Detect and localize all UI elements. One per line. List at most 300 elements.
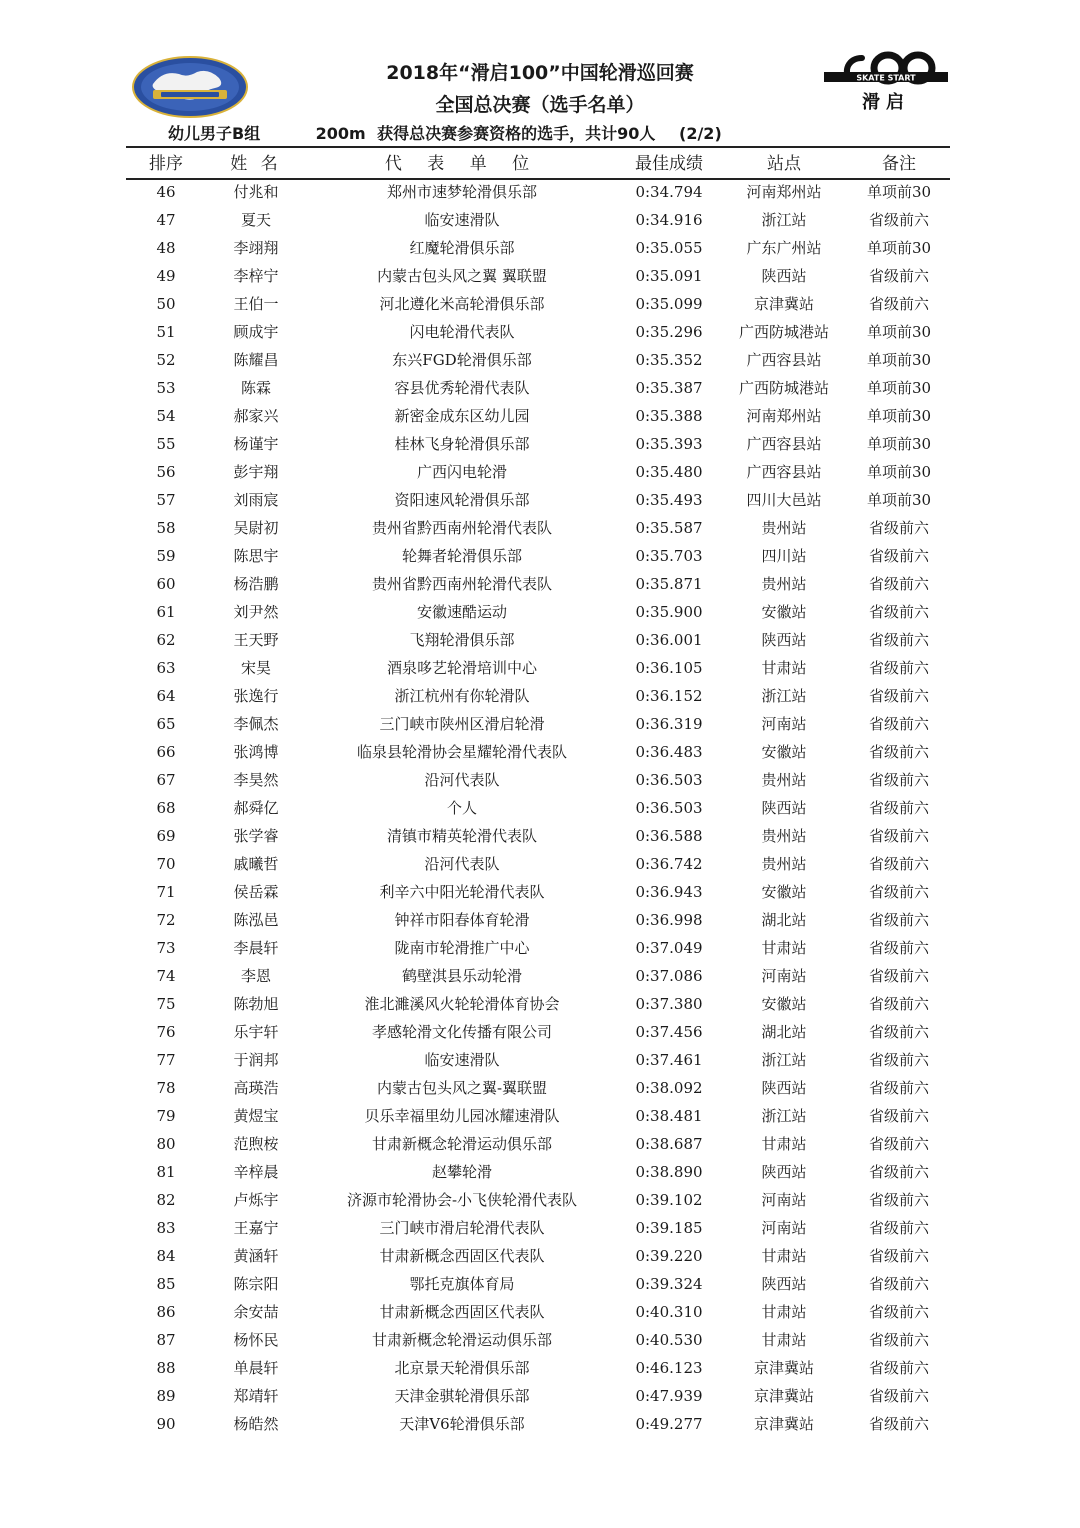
cell-time: 0:37.049 (635, 939, 703, 957)
cell-team: 闪电轮滑代表队 (409, 323, 515, 341)
cell-rank: 66 (156, 743, 176, 761)
cell-time: 0:35.352 (635, 351, 703, 369)
cell-note: 省级前六 (868, 827, 929, 845)
results-table-body (126, 178, 950, 1438)
cell-station: 浙江站 (761, 1051, 807, 1069)
cell-time: 0:46.123 (635, 1359, 703, 1377)
cell-rank: 87 (156, 1331, 176, 1349)
cell-note: 省级前六 (868, 1331, 929, 1349)
header-note: 备注 (882, 154, 916, 174)
cell-note: 单项前30 (866, 351, 932, 369)
cell-team: 钟祥市阳春体育轮滑 (394, 911, 530, 929)
cell-station: 陕西站 (761, 1275, 807, 1293)
table-row (126, 990, 950, 1018)
cell-time: 0:36.742 (635, 855, 703, 873)
cell-rank: 53 (156, 379, 176, 397)
cell-rank: 55 (156, 435, 176, 453)
cell-team: 酒泉哆艺轮滑培训中心 (386, 659, 537, 677)
page-indicator: (2/2) (679, 124, 722, 143)
cell-time: 0:49.277 (635, 1415, 703, 1433)
cell-time: 0:34.916 (635, 211, 703, 229)
cell-rank: 78 (156, 1079, 176, 1097)
cell-rank: 48 (156, 239, 176, 257)
cell-note: 省级前六 (868, 799, 929, 817)
table-row (126, 1298, 950, 1326)
cell-name: 陈耀昌 (233, 351, 279, 369)
cell-name: 李晨轩 (233, 939, 279, 957)
cell-name: 余安喆 (233, 1303, 279, 1321)
cell-time: 0:35.587 (635, 519, 703, 537)
cell-time: 0:37.456 (635, 1023, 703, 1041)
cell-team: 陇南市轮滑推广中心 (394, 939, 530, 957)
cell-rank: 57 (156, 491, 176, 509)
table-row (126, 1102, 950, 1130)
cell-name: 郝舜亿 (233, 799, 279, 817)
cell-note: 省级前六 (868, 715, 929, 733)
table-row (126, 1270, 950, 1298)
table-row (126, 878, 950, 906)
cell-name: 陈泓邑 (233, 911, 279, 929)
cell-time: 0:35.091 (635, 267, 703, 285)
cell-station: 浙江站 (761, 211, 807, 229)
cell-station: 京津冀站 (753, 1359, 814, 1377)
table-row (126, 710, 950, 738)
cell-time: 0:35.055 (635, 239, 703, 257)
cell-team: 沿河代表队 (424, 771, 500, 789)
cell-time: 0:35.387 (635, 379, 703, 397)
cell-note: 省级前六 (868, 603, 929, 621)
table-row (126, 626, 950, 654)
cell-note: 省级前六 (868, 575, 929, 593)
cell-rank: 54 (156, 407, 176, 425)
cell-station: 贵州站 (761, 575, 807, 593)
table-row (126, 374, 950, 402)
cell-time: 0:38.092 (635, 1079, 703, 1097)
cell-rank: 46 (156, 183, 176, 201)
cell-team: 天津V6轮滑俱乐部 (399, 1415, 525, 1433)
cell-note: 省级前六 (868, 1275, 929, 1293)
cell-time: 0:38.687 (635, 1135, 703, 1153)
cell-station: 安徽站 (761, 883, 807, 901)
cell-time: 0:35.703 (635, 547, 703, 565)
cell-station: 广西容县站 (746, 435, 822, 453)
cell-note: 省级前六 (868, 1387, 929, 1405)
cell-time: 0:36.943 (635, 883, 703, 901)
cell-name: 张鸿博 (233, 743, 279, 761)
table-row (126, 1214, 950, 1242)
cell-time: 0:36.001 (635, 631, 703, 649)
cell-note: 省级前六 (868, 295, 929, 313)
table-row (126, 822, 950, 850)
cell-rank: 70 (156, 855, 176, 873)
cell-station: 甘肃站 (761, 1247, 807, 1265)
cell-station: 河南站 (761, 1219, 807, 1237)
cell-time: 0:36.503 (635, 799, 703, 817)
cell-name: 陈宗阳 (233, 1275, 279, 1293)
cell-station: 陕西站 (761, 1163, 807, 1181)
table-row (126, 206, 950, 234)
cell-team: 桂林飞身轮滑俱乐部 (394, 435, 530, 453)
table-row (126, 262, 950, 290)
cell-note: 省级前六 (868, 743, 929, 761)
cell-team: 广西闪电轮滑 (416, 463, 507, 481)
cell-station: 湖北站 (761, 911, 807, 929)
cell-time: 0:35.871 (635, 575, 703, 593)
cell-team: 甘肃新概念轮滑运动俱乐部 (371, 1135, 552, 1153)
cell-time: 0:36.503 (635, 771, 703, 789)
cell-station: 陕西站 (761, 1079, 807, 1097)
cell-station: 河南站 (761, 715, 807, 733)
table-row (126, 290, 950, 318)
table-row (126, 850, 950, 878)
cell-team: 贵州省黔西南州轮滑代表队 (371, 519, 552, 537)
cell-time: 0:34.794 (635, 183, 703, 201)
header-station: 站点 (767, 154, 801, 174)
cell-note: 省级前六 (868, 1107, 929, 1125)
cell-note: 省级前六 (868, 939, 929, 957)
cell-station: 贵州站 (761, 771, 807, 789)
cell-note: 单项前30 (866, 491, 932, 509)
cell-name: 高瑛浩 (233, 1079, 279, 1097)
table-row (126, 234, 950, 262)
cell-time: 0:35.296 (635, 323, 703, 341)
cell-station: 甘肃站 (761, 1331, 807, 1349)
cell-rank: 69 (156, 827, 176, 845)
cell-note: 省级前六 (868, 855, 929, 873)
cell-name: 付兆和 (233, 183, 279, 201)
cell-rank: 71 (156, 883, 176, 901)
table-row (126, 1354, 950, 1382)
cell-team: 三门峡市陕州区滑启轮滑 (379, 715, 545, 733)
cell-station: 甘肃站 (761, 1135, 807, 1153)
cell-name: 郑靖轩 (233, 1387, 279, 1405)
table-row (126, 1326, 950, 1354)
cell-time: 0:38.481 (635, 1107, 703, 1125)
cell-name: 单晨轩 (233, 1359, 279, 1377)
cell-station: 京津冀站 (753, 1387, 814, 1405)
cell-rank: 74 (156, 967, 176, 985)
table-row (126, 178, 950, 206)
cell-time: 0:40.310 (635, 1303, 703, 1321)
cell-team: 个人 (446, 799, 477, 817)
cell-note: 省级前六 (868, 995, 929, 1013)
cell-rank: 56 (156, 463, 176, 481)
cell-team: 甘肃新概念西固区代表队 (379, 1303, 545, 1321)
header-team: 代 表 单 位 (384, 154, 540, 174)
cell-team: 济源市轮滑协会-小飞侠轮滑代表队 (346, 1191, 578, 1209)
cell-team: 轮舞者轮滑俱乐部 (401, 547, 522, 565)
cell-time: 0:39.324 (635, 1275, 703, 1293)
cell-team: 鄂托克旗体育局 (409, 1275, 515, 1293)
cell-team: 甘肃新概念轮滑运动俱乐部 (371, 1331, 552, 1349)
cell-team: 清镇市精英轮滑代表队 (386, 827, 537, 845)
table-row (126, 654, 950, 682)
cell-rank: 88 (156, 1359, 176, 1377)
cell-team: 临安速滑队 (424, 1051, 500, 1069)
cell-time: 0:35.388 (635, 407, 703, 425)
cell-note: 省级前六 (868, 267, 929, 285)
cell-rank: 67 (156, 771, 176, 789)
cell-team: 河北遵化米高轮滑俱乐部 (379, 295, 545, 313)
cell-note: 省级前六 (868, 1135, 929, 1153)
table-row (126, 1242, 950, 1270)
table-row (126, 1410, 950, 1438)
cell-time: 0:36.588 (635, 827, 703, 845)
cell-station: 广西容县站 (746, 463, 822, 481)
cell-time: 0:37.380 (635, 995, 703, 1013)
cell-team: 贝乐幸福里幼儿园冰耀速滑队 (364, 1107, 560, 1125)
cell-name: 彭宇翔 (233, 463, 279, 481)
cell-name: 郝家兴 (233, 407, 279, 425)
page-subtitle: 全国总决赛（选手名单） (435, 94, 645, 116)
cell-note: 省级前六 (868, 1051, 929, 1069)
table-row (126, 1018, 950, 1046)
cell-rank: 49 (156, 267, 176, 285)
cell-note: 省级前六 (868, 659, 929, 677)
cell-name: 卢烁宇 (233, 1191, 279, 1209)
header-time: 最佳成绩 (635, 154, 703, 174)
cell-time: 0:39.220 (635, 1247, 703, 1265)
table-row (126, 486, 950, 514)
cell-rank: 85 (156, 1275, 176, 1293)
cell-name: 陈思宇 (233, 547, 279, 565)
cell-name: 李梓宁 (233, 267, 279, 285)
table-row (126, 738, 950, 766)
cell-station: 四川大邑站 (746, 491, 822, 509)
cell-team: 鹤壁淇县乐动轮滑 (401, 967, 522, 985)
cell-team: 资阳速风轮滑俱乐部 (394, 491, 530, 509)
cell-note: 单项前30 (866, 379, 932, 397)
cell-note: 省级前六 (868, 1219, 929, 1237)
cell-name: 李翊翔 (233, 239, 279, 257)
cell-name: 黄煜宝 (233, 1107, 279, 1125)
cell-rank: 47 (156, 211, 176, 229)
cell-team: 天津金骐轮滑俱乐部 (394, 1387, 530, 1405)
header-name: 姓 名 (230, 154, 282, 174)
cell-time: 0:35.900 (635, 603, 703, 621)
cell-note: 省级前六 (868, 1415, 929, 1433)
cell-station: 安徽站 (761, 603, 807, 621)
cell-name: 顾成宇 (233, 323, 279, 341)
cell-rank: 90 (156, 1415, 176, 1433)
cell-note: 单项前30 (866, 323, 932, 341)
table-row (126, 906, 950, 934)
cell-name: 李昊然 (233, 771, 279, 789)
cell-time: 0:37.461 (635, 1051, 703, 1069)
cell-team: 东兴FGD轮滑俱乐部 (392, 351, 532, 369)
table-row (126, 682, 950, 710)
cell-note: 省级前六 (868, 519, 929, 537)
cell-station: 湖北站 (761, 1023, 807, 1041)
cell-team: 容县优秀轮滑代表队 (394, 379, 530, 397)
cell-rank: 60 (156, 575, 176, 593)
cell-station: 安徽站 (761, 743, 807, 761)
table-row (126, 1186, 950, 1214)
cell-rank: 77 (156, 1051, 176, 1069)
table-row (126, 402, 950, 430)
cell-station: 安徽站 (761, 995, 807, 1013)
cell-rank: 63 (156, 659, 176, 677)
cell-station: 陕西站 (761, 799, 807, 817)
cell-team: 临泉县轮滑协会星耀轮滑代表队 (356, 743, 567, 761)
cell-rank: 64 (156, 687, 176, 705)
cell-team: 红魔轮滑俱乐部 (409, 239, 515, 257)
cell-name: 侯岳霖 (233, 883, 279, 901)
cell-station: 河南站 (761, 967, 807, 985)
cell-rank: 75 (156, 995, 176, 1013)
cell-name: 张学睿 (233, 827, 279, 845)
cell-name: 于润邦 (233, 1051, 279, 1069)
cell-time: 0:36.998 (635, 911, 703, 929)
cell-team: 沿河代表队 (424, 855, 500, 873)
cell-station: 陕西站 (761, 267, 807, 285)
cell-note: 单项前30 (866, 407, 932, 425)
group-info (168, 121, 722, 144)
group-label: 幼儿男子B组 (168, 124, 261, 143)
cell-rank: 86 (156, 1303, 176, 1321)
cell-note: 单项前30 (866, 463, 932, 481)
cell-note: 省级前六 (868, 211, 929, 229)
cell-name: 宋昊 (240, 659, 271, 677)
cell-name: 辛梓晨 (233, 1163, 279, 1181)
cell-time: 0:35.099 (635, 295, 703, 313)
cell-name: 王嘉宁 (233, 1219, 279, 1237)
cell-team: 赵攀轮滑 (431, 1163, 492, 1181)
cell-station: 四川站 (761, 547, 807, 565)
cell-time: 0:40.530 (635, 1331, 703, 1349)
cell-note: 省级前六 (868, 1359, 929, 1377)
cell-time: 0:35.480 (635, 463, 703, 481)
cell-team: 安徽速酷运动 (416, 603, 507, 621)
cell-rank: 84 (156, 1247, 176, 1265)
table-row (126, 1046, 950, 1074)
table-row (126, 1158, 950, 1186)
cell-name: 杨皓然 (233, 1415, 279, 1433)
table-row (126, 766, 950, 794)
cell-rank: 52 (156, 351, 176, 369)
cell-time: 0:47.939 (635, 1387, 703, 1405)
table-row (126, 598, 950, 626)
table-row (126, 346, 950, 374)
cell-rank: 82 (156, 1191, 176, 1209)
cell-note: 单项前30 (866, 435, 932, 453)
cell-station: 京津冀站 (753, 1415, 814, 1433)
cell-team: 内蒙古包头风之翼 翼联盟 (377, 267, 547, 285)
cell-name: 乐宇轩 (233, 1023, 279, 1041)
cell-name: 杨浩鹏 (233, 575, 279, 593)
cell-name: 陈霖 (240, 379, 271, 397)
table-row (126, 430, 950, 458)
cell-station: 陕西站 (761, 631, 807, 649)
cell-time: 0:38.890 (635, 1163, 703, 1181)
table-row (126, 1074, 950, 1102)
cell-rank: 76 (156, 1023, 176, 1041)
header-rank: 排序 (149, 154, 183, 174)
cell-rank: 89 (156, 1387, 176, 1405)
cell-name: 吴尉初 (233, 519, 279, 537)
cell-note: 省级前六 (868, 1303, 929, 1321)
cell-team: 内蒙古包头风之翼-翼联盟 (376, 1079, 548, 1097)
cell-name: 杨谨宇 (233, 435, 279, 453)
cell-rank: 73 (156, 939, 176, 957)
cell-team: 孝感轮滑文化传播有限公司 (371, 1023, 552, 1041)
cell-note: 省级前六 (868, 967, 929, 985)
cell-team: 郑州市速梦轮滑俱乐部 (386, 183, 537, 201)
cell-station: 京津冀站 (753, 295, 814, 313)
cell-team: 利辛六中阳光轮滑代表队 (379, 883, 545, 901)
cell-note: 单项前30 (866, 239, 932, 257)
cell-station: 贵州站 (761, 519, 807, 537)
cell-name: 陈勃旭 (233, 995, 279, 1013)
cell-name: 杨怀民 (233, 1331, 279, 1349)
cell-station: 河南站 (761, 1191, 807, 1209)
cell-team: 贵州省黔西南州轮滑代表队 (371, 575, 552, 593)
cell-name: 夏天 (240, 211, 271, 229)
cell-name: 刘雨宸 (233, 491, 279, 509)
cell-rank: 50 (156, 295, 176, 313)
cell-note: 省级前六 (868, 631, 929, 649)
table-row (126, 1382, 950, 1410)
cell-note: 省级前六 (868, 771, 929, 789)
cell-team: 淮北濉溪风火轮轮滑体育协会 (364, 995, 560, 1013)
table-row (126, 962, 950, 990)
cell-team: 甘肃新概念西固区代表队 (379, 1247, 545, 1265)
brand-chinese-text: 滑启 (862, 92, 910, 113)
cell-note: 省级前六 (868, 911, 929, 929)
cell-note: 省级前六 (868, 1247, 929, 1265)
page-title: 2018年“滑启100”中国轮滑巡回赛 (386, 62, 694, 84)
cell-name: 范煦桉 (233, 1135, 279, 1153)
cell-station: 河南郑州站 (746, 183, 822, 201)
cell-rank: 58 (156, 519, 176, 537)
cell-time: 0:39.185 (635, 1219, 703, 1237)
cell-station: 广西容县站 (746, 351, 822, 369)
cell-rank: 51 (156, 323, 176, 341)
cell-time: 0:36.105 (635, 659, 703, 677)
cell-name: 王天野 (233, 631, 279, 649)
cell-note: 单项前30 (866, 183, 932, 201)
cell-station: 广西防城港站 (738, 323, 829, 341)
cell-note: 省级前六 (868, 547, 929, 565)
cell-station: 贵州站 (761, 855, 807, 873)
cell-name: 李佩杰 (233, 715, 279, 733)
cell-name: 张逸行 (233, 687, 279, 705)
cell-station: 浙江站 (761, 687, 807, 705)
distance-label: 200m (315, 124, 366, 143)
cell-station: 甘肃站 (761, 1303, 807, 1321)
cell-team: 北京景天轮滑俱乐部 (394, 1359, 530, 1377)
cell-note: 省级前六 (868, 883, 929, 901)
table-row (126, 318, 950, 346)
cell-note: 省级前六 (868, 1023, 929, 1041)
cell-rank: 80 (156, 1135, 176, 1153)
cell-time: 0:35.393 (635, 435, 703, 453)
cell-station: 广西防城港站 (738, 379, 829, 397)
cell-team: 新密金成东区幼儿园 (394, 407, 530, 425)
cell-note: 省级前六 (868, 687, 929, 705)
cell-team: 飞翔轮滑俱乐部 (409, 631, 515, 649)
table-header (126, 150, 950, 178)
table-row (126, 1130, 950, 1158)
cell-station: 甘肃站 (761, 939, 807, 957)
cell-note: 省级前六 (868, 1163, 929, 1181)
cell-rank: 68 (156, 799, 176, 817)
cell-station: 广东广州站 (746, 239, 822, 257)
table-row (126, 514, 950, 542)
cell-name: 李恩 (240, 967, 271, 985)
cell-note: 省级前六 (868, 1191, 929, 1209)
table-row (126, 542, 950, 570)
